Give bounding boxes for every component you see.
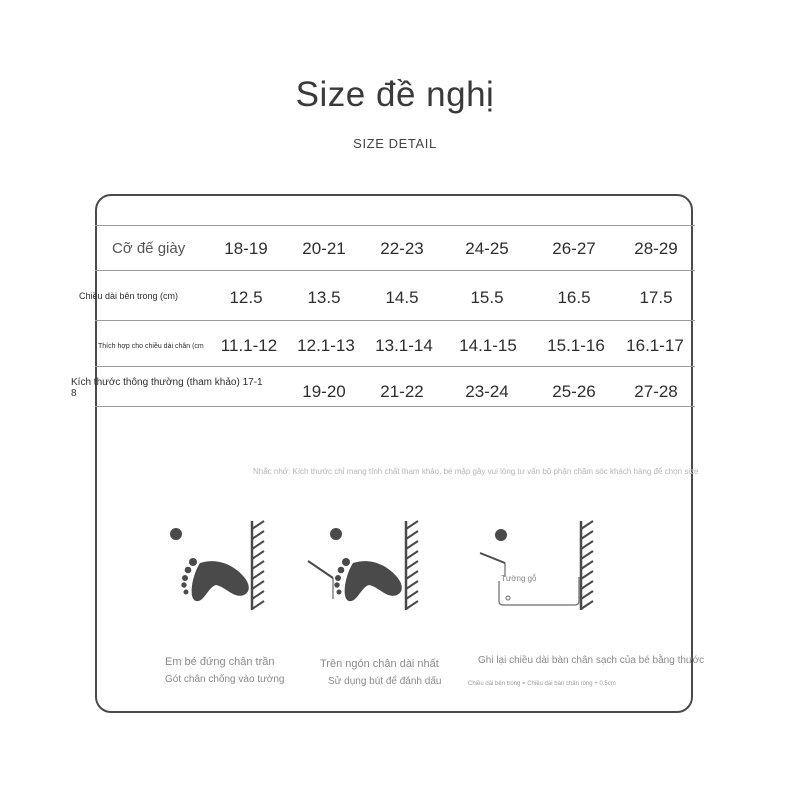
wall-label: Tường gỗ xyxy=(501,574,537,583)
table-cell: 13.5 xyxy=(307,288,341,307)
table-cell: 20-21 xyxy=(302,239,346,258)
page-title: Size đề nghị xyxy=(295,75,495,114)
table-divider xyxy=(95,366,695,367)
table-cell: 28-29 xyxy=(634,239,678,258)
page-subtitle: SIZE DETAIL xyxy=(353,136,437,151)
table-cell: 16.1-17 xyxy=(626,336,684,355)
foot-against-wall-illustration xyxy=(160,515,280,615)
row-label-shoe-size: Cỡ đế giày xyxy=(112,240,186,257)
row-label-foot-length: Thích hợp cho chiều dài chân (cm xyxy=(98,343,204,350)
table-cell: 15.5 xyxy=(470,288,504,307)
table-cell: 13.1-14 xyxy=(375,336,433,355)
table-cell: 12.5 xyxy=(229,288,263,307)
table-cell: 16.5 xyxy=(557,288,591,307)
table-cell: 15.1-16 xyxy=(547,336,605,355)
table-cell: 14.1-15 xyxy=(459,336,517,355)
table-cell: 12.1-13 xyxy=(297,336,355,355)
ruler-measure-illustration xyxy=(475,515,600,615)
table-cell: 25-26 xyxy=(552,382,596,401)
step-caption: Em bé đứng chân trần xyxy=(165,656,275,668)
table-cell: 21-22 xyxy=(380,382,424,401)
size-table-card xyxy=(95,194,693,713)
table-divider xyxy=(95,320,695,321)
table-cell: 26-27 xyxy=(552,239,596,258)
table-cell: 17.5 xyxy=(639,288,673,307)
row-label-common-size: Kích thước thông thường (tham khảo) 17-1 8 xyxy=(71,377,263,399)
table-cell: 14.5 xyxy=(385,288,419,307)
table-cell: 18-19 xyxy=(224,239,268,258)
size-note: Nhắc nhở: Kích thước chỉ mang tính chất tham khảo, bé mập gầy vui lòng tư vấn bộ phận chăm sóc khách hàng để chọn size xyxy=(253,467,699,476)
step-subcaption: Sử dụng bút để đánh dấu xyxy=(328,676,442,687)
step-caption: Ghi lại chiều dài bàn chân sạch của bé bằng thước xyxy=(478,655,705,666)
mark-longest-toe-illustration xyxy=(303,515,423,615)
step-subcaption: Gót chân chống vào tường xyxy=(165,674,285,685)
table-divider xyxy=(95,270,695,271)
table-cell: 19-20 xyxy=(302,382,346,401)
table-cell: 27-28 xyxy=(634,382,678,401)
table-cell: 24-25 xyxy=(465,239,509,258)
table-cell: 23-24 xyxy=(465,382,509,401)
step-caption: Trên ngón chân dài nhất xyxy=(320,658,439,670)
table-cell: 11.1-12 xyxy=(220,336,278,355)
row-label-inner-length: Chiều dài bên trong (cm) xyxy=(79,291,179,301)
table-cell: 22-23 xyxy=(380,239,424,258)
step-subcaption: Chiều dài bên trong = Chiều dài bàn chân ròng + 0.5cm xyxy=(468,681,616,687)
table-divider xyxy=(95,225,695,226)
table-divider xyxy=(95,406,695,407)
